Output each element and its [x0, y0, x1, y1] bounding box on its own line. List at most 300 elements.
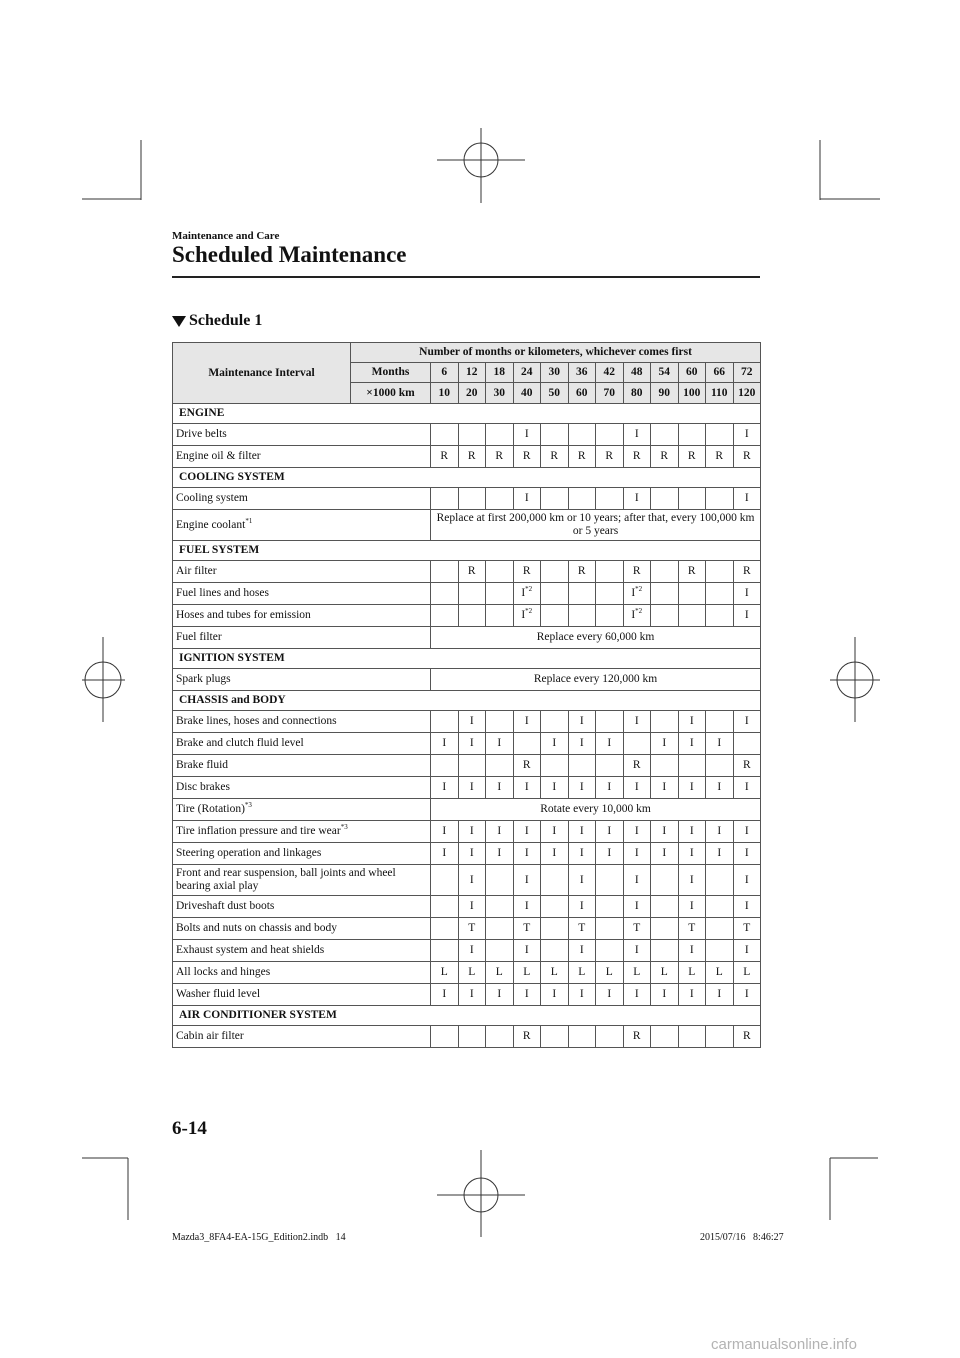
item-label: Cooling system [176, 492, 248, 504]
registration-mark-bottom [437, 1150, 525, 1237]
schedule-cell: I [733, 605, 761, 627]
schedule-cell: T [458, 918, 486, 940]
schedule-cell [651, 605, 679, 627]
registration-mark-left [82, 637, 125, 722]
service-code: I [521, 587, 526, 599]
item-label: Engine coolant [176, 518, 246, 531]
schedule-cell: I [431, 777, 459, 799]
schedule-cell: R [733, 446, 761, 468]
schedule-cell: R [678, 446, 706, 468]
schedule-cell: R [706, 446, 734, 468]
table-row [173, 984, 761, 1006]
item-label-cell [173, 627, 431, 649]
schedule-cell [706, 1026, 734, 1048]
footnote-marker: *2 [635, 607, 643, 616]
section-heading: ENGINE [173, 404, 761, 424]
crop-mark-top-left [82, 140, 141, 200]
schedule-cell: I [513, 896, 541, 918]
maintenance-interval-header: Maintenance Interval [173, 343, 351, 404]
schedule-cell: R [678, 561, 706, 583]
schedule-cell [568, 488, 596, 510]
item-label-cell [173, 755, 431, 777]
schedule-cell: I [513, 984, 541, 1006]
item-label-cell [173, 605, 431, 627]
schedule-cell [596, 755, 624, 777]
schedule-cell: I [568, 777, 596, 799]
schedule-cell: L [623, 962, 651, 984]
table-row [173, 424, 761, 446]
schedule-cell [541, 918, 569, 940]
section-heading: CHASSIS and BODY [173, 691, 761, 711]
schedule-cell: L [678, 962, 706, 984]
schedule-cell: L [458, 962, 486, 984]
schedule-cell [706, 918, 734, 940]
schedule-cell [596, 605, 624, 627]
schedule-cell [458, 583, 486, 605]
table-row [173, 799, 761, 821]
schedule-cell: I [706, 821, 734, 843]
schedule-cell: I [541, 777, 569, 799]
schedule-cell [678, 1026, 706, 1048]
schedule-cell [541, 583, 569, 605]
item-label: Fuel lines and hoses [176, 587, 269, 599]
schedule-cell [541, 1026, 569, 1048]
schedule-cell: R [623, 446, 651, 468]
schedule-cell [431, 865, 459, 896]
maintenance-schedule-table [172, 342, 761, 1048]
schedule-cell [706, 488, 734, 510]
schedule-cell: L [541, 962, 569, 984]
schedule-cell [568, 424, 596, 446]
page-title: Scheduled Maintenance [172, 242, 407, 267]
schedule-cell: I [596, 777, 624, 799]
schedule-cell: R [513, 755, 541, 777]
item-label: Engine oil & filter [176, 450, 261, 462]
schedule-cell [706, 940, 734, 962]
schedule-cell [541, 865, 569, 896]
km-value: 10 [431, 383, 459, 404]
schedule-cell [541, 896, 569, 918]
schedule-cell [486, 865, 514, 896]
schedule-cell [431, 561, 459, 583]
table-row [173, 777, 761, 799]
schedule-cell: I [733, 865, 761, 896]
schedule-cell: L [568, 962, 596, 984]
schedule-cell [596, 583, 624, 605]
schedule-cell [541, 605, 569, 627]
chapter-label: Maintenance and Care [172, 230, 280, 242]
item-label-cell [173, 777, 431, 799]
schedule-cell: I [678, 821, 706, 843]
item-label-cell [173, 984, 431, 1006]
schedule-cell: T [513, 918, 541, 940]
schedule-cell [596, 940, 624, 962]
item-label-cell [173, 510, 431, 541]
item-label-cell [173, 446, 431, 468]
footnote-marker: *2 [635, 585, 643, 594]
schedule-cell [568, 605, 596, 627]
item-label: Cabin air filter [176, 1030, 244, 1042]
interval-instruction: Replace every 60,000 km [431, 627, 761, 649]
section-heading: FUEL SYSTEM [173, 541, 761, 561]
schedule-cell [431, 1026, 459, 1048]
schedule-cell [706, 711, 734, 733]
schedule-cell [596, 896, 624, 918]
item-label-cell [173, 424, 431, 446]
schedule-cell: I [596, 984, 624, 1006]
schedule-cell [678, 488, 706, 510]
schedule-cell [706, 424, 734, 446]
item-label-cell [173, 962, 431, 984]
schedule-cell: I [623, 424, 651, 446]
item-label-cell [173, 799, 431, 821]
schedule-cell: I [706, 984, 734, 1006]
schedule-cell: I [623, 940, 651, 962]
schedule-cell: I [513, 940, 541, 962]
schedule-cell: I [568, 940, 596, 962]
schedule-cell: I [486, 733, 514, 755]
schedule-cell: I [733, 424, 761, 446]
schedule-heading [172, 312, 262, 330]
schedule-cell: I [568, 843, 596, 865]
schedule-cell: R [513, 1026, 541, 1048]
km-value: 20 [458, 383, 486, 404]
schedule-cell [706, 561, 734, 583]
triangle-down-icon [172, 316, 186, 327]
item-label: Front and rear suspension, ball joints and wheel bearing axial play [176, 867, 396, 892]
schedule-cell: I [568, 821, 596, 843]
footnote-marker: *3 [244, 801, 252, 810]
schedule-cell: I [651, 777, 679, 799]
schedule-cell [596, 424, 624, 446]
schedule-cell: I [623, 821, 651, 843]
km-value: 30 [486, 383, 514, 404]
item-label: Brake lines, hoses and connections [176, 715, 337, 727]
schedule-cell [431, 583, 459, 605]
schedule-cell [651, 561, 679, 583]
schedule-cell: I [486, 843, 514, 865]
schedule-cell [431, 605, 459, 627]
schedule-cell: R [486, 446, 514, 468]
schedule-cell [651, 865, 679, 896]
schedule-cell [541, 711, 569, 733]
schedule-cell: R [513, 446, 541, 468]
header-row [173, 343, 761, 363]
item-label-cell [173, 669, 431, 691]
schedule-cell: L [596, 962, 624, 984]
footnote-marker: *2 [525, 607, 533, 616]
registration-mark-top [437, 128, 525, 203]
schedule-cell [486, 918, 514, 940]
schedule-cell [596, 865, 624, 896]
item-label-cell [173, 1026, 431, 1048]
schedule-cell [651, 896, 679, 918]
schedule-cell [513, 733, 541, 755]
schedule-cell: T [568, 918, 596, 940]
schedule-cell [431, 711, 459, 733]
schedule-cell: I [733, 940, 761, 962]
schedule-cell [431, 488, 459, 510]
schedule-cell [486, 561, 514, 583]
item-label-cell [173, 711, 431, 733]
months-value: 18 [486, 363, 514, 383]
watermark: carmanualsonline.info [711, 1336, 857, 1353]
months-value: 42 [596, 363, 624, 383]
registration-mark-right [830, 637, 880, 722]
schedule-cell: L [706, 962, 734, 984]
schedule-cell [596, 711, 624, 733]
schedule-cell: R [458, 561, 486, 583]
schedule-cell: R [596, 446, 624, 468]
schedule-cell: R [513, 561, 541, 583]
schedule-cell: I [651, 821, 679, 843]
months-value: 60 [678, 363, 706, 383]
footer-timestamp: 2015/07/16 8:46:27 [700, 1232, 784, 1243]
schedule-cell [706, 865, 734, 896]
schedule-title: Schedule 1 [189, 312, 263, 329]
item-label-cell [173, 733, 431, 755]
service-code: I [631, 587, 636, 599]
schedule-cell [541, 755, 569, 777]
km-label: ×1000 km [351, 383, 431, 404]
item-label: Steering operation and linkages [176, 847, 322, 859]
months-value: 12 [458, 363, 486, 383]
schedule-cell: I [623, 711, 651, 733]
schedule-cell [623, 605, 651, 627]
schedule-cell: I [458, 733, 486, 755]
service-code: I [521, 609, 526, 621]
item-label: Bolts and nuts on chassis and body [176, 922, 337, 934]
schedule-cell: I [431, 733, 459, 755]
schedule-cell: R [733, 1026, 761, 1048]
schedule-cell [458, 488, 486, 510]
item-label-cell [173, 583, 431, 605]
item-label: Hoses and tubes for emission [176, 609, 311, 621]
schedule-cell: T [678, 918, 706, 940]
schedule-cell: I [678, 843, 706, 865]
crop-mark-top-right [820, 140, 880, 200]
schedule-cell [623, 733, 651, 755]
schedule-cell: I [733, 583, 761, 605]
schedule-cell: R [458, 446, 486, 468]
schedule-cell [431, 918, 459, 940]
schedule-cell: I [431, 843, 459, 865]
schedule-cell [651, 755, 679, 777]
schedule-cell: R [541, 446, 569, 468]
schedule-cell: I [431, 821, 459, 843]
item-label-cell [173, 488, 431, 510]
section-heading: COOLING SYSTEM [173, 468, 761, 488]
schedule-cell [541, 561, 569, 583]
schedule-cell: I [623, 984, 651, 1006]
schedule-cell: L [733, 962, 761, 984]
schedule-cell: I [706, 733, 734, 755]
item-label: Spark plugs [176, 673, 231, 685]
schedule-cell: I [651, 843, 679, 865]
item-label-cell [173, 918, 431, 940]
item-label: Brake fluid [176, 759, 229, 771]
schedule-cell [486, 755, 514, 777]
schedule-cell: I [458, 843, 486, 865]
schedule-cell [486, 488, 514, 510]
item-label: Air filter [176, 565, 217, 577]
item-label-cell [173, 561, 431, 583]
table-row [173, 627, 761, 649]
schedule-cell: I [706, 777, 734, 799]
table-row [173, 561, 761, 583]
item-label-cell [173, 865, 431, 896]
schedule-cell: I [678, 896, 706, 918]
schedule-cell [596, 488, 624, 510]
schedule-cell: I [678, 777, 706, 799]
table-row [173, 733, 761, 755]
months-value: 30 [541, 363, 569, 383]
interval-instruction: Replace every 120,000 km [431, 669, 761, 691]
schedule-cell: I [541, 821, 569, 843]
schedule-body [173, 404, 761, 1048]
schedule-cell: I [541, 733, 569, 755]
item-label: Driveshaft dust boots [176, 900, 275, 912]
km-value: 70 [596, 383, 624, 404]
item-label: Tire inflation pressure and tire wear [176, 825, 341, 837]
table-row [173, 605, 761, 627]
schedule-cell: I [678, 711, 706, 733]
schedule-cell: I [458, 777, 486, 799]
table-row [173, 583, 761, 605]
schedule-cell [651, 488, 679, 510]
schedule-cell: I [486, 984, 514, 1006]
schedule-cell: I [458, 821, 486, 843]
schedule-cell: I [513, 777, 541, 799]
interval-instruction: Rotate every 10,000 km [431, 799, 761, 821]
schedule-cell: I [568, 984, 596, 1006]
months-value: 36 [568, 363, 596, 383]
table-row [173, 488, 761, 510]
item-label: Exhaust system and heat shields [176, 944, 325, 956]
crop-mark-bottom-left [82, 1158, 128, 1220]
item-label: Brake and clutch fluid level [176, 737, 304, 749]
months-value: 54 [651, 363, 679, 383]
schedule-cell [733, 733, 761, 755]
schedule-cell: I [651, 984, 679, 1006]
schedule-cell: L [651, 962, 679, 984]
table-row [173, 711, 761, 733]
item-label-cell [173, 896, 431, 918]
km-value: 50 [541, 383, 569, 404]
section-row [173, 1006, 761, 1026]
schedule-cell: T [733, 918, 761, 940]
item-label: Drive belts [176, 428, 227, 440]
schedule-cell: I [458, 984, 486, 1006]
page-number: 6-14 [172, 1118, 207, 1139]
schedule-cell [458, 424, 486, 446]
schedule-cell: L [486, 962, 514, 984]
schedule-cell: I [651, 733, 679, 755]
schedule-cell: I [458, 865, 486, 896]
item-label-cell [173, 940, 431, 962]
schedule-cell: I [458, 711, 486, 733]
schedule-cell [486, 940, 514, 962]
km-value: 110 [706, 383, 734, 404]
schedule-cell [596, 1026, 624, 1048]
schedule-cell: I [596, 733, 624, 755]
table-row [173, 918, 761, 940]
table-row [173, 755, 761, 777]
schedule-cell: I [541, 984, 569, 1006]
schedule-cell: I [513, 711, 541, 733]
item-label-cell [173, 821, 431, 843]
schedule-cell: R [568, 446, 596, 468]
schedule-cell: R [733, 755, 761, 777]
table-row [173, 1026, 761, 1048]
schedule-cell [651, 940, 679, 962]
schedule-cell: I [513, 865, 541, 896]
section-row [173, 541, 761, 561]
schedule-cell [513, 605, 541, 627]
schedule-cell [541, 424, 569, 446]
section-row [173, 691, 761, 711]
schedule-cell [568, 755, 596, 777]
schedule-cell [651, 1026, 679, 1048]
title-divider [172, 276, 760, 278]
schedule-cell: I [513, 488, 541, 510]
schedule-cell [678, 755, 706, 777]
schedule-cell: I [733, 896, 761, 918]
schedule-cell: I [568, 733, 596, 755]
footer-file-name: Mazda3_8FA4-EA-15G_Edition2.indb 14 [172, 1232, 346, 1243]
km-value: 80 [623, 383, 651, 404]
schedule-cell [706, 755, 734, 777]
schedule-cell: I [513, 821, 541, 843]
schedule-cell: R [651, 446, 679, 468]
schedule-cell [486, 583, 514, 605]
schedule-cell: I [486, 821, 514, 843]
schedule-cell: I [678, 984, 706, 1006]
interval-instruction: Replace at first 200,000 km or 10 years; after that, every 100,000 km or 5 years [431, 510, 761, 541]
months-value: 48 [623, 363, 651, 383]
km-value: 60 [568, 383, 596, 404]
schedule-cell: I [706, 843, 734, 865]
schedule-cell [706, 896, 734, 918]
schedule-cell: I [513, 424, 541, 446]
months-value: 72 [733, 363, 761, 383]
schedule-cell: L [431, 962, 459, 984]
months-value: 24 [513, 363, 541, 383]
section-heading: AIR CONDITIONER SYSTEM [173, 1006, 761, 1026]
schedule-cell: R [623, 755, 651, 777]
section-row [173, 404, 761, 424]
schedule-cell [706, 605, 734, 627]
schedule-cell: I [541, 843, 569, 865]
schedule-cell [458, 605, 486, 627]
item-label: Fuel filter [176, 631, 222, 643]
schedule-cell: I [568, 896, 596, 918]
schedule-cell [651, 424, 679, 446]
schedule-cell [596, 561, 624, 583]
schedule-cell [541, 940, 569, 962]
service-code: I [631, 609, 636, 621]
table-row [173, 865, 761, 896]
schedule-cell [678, 583, 706, 605]
schedule-cell [431, 896, 459, 918]
table-row [173, 510, 761, 541]
km-value: 90 [651, 383, 679, 404]
km-value: 100 [678, 383, 706, 404]
section-row [173, 649, 761, 669]
schedule-cell [651, 583, 679, 605]
item-label: Disc brakes [176, 781, 230, 793]
schedule-cell [431, 940, 459, 962]
